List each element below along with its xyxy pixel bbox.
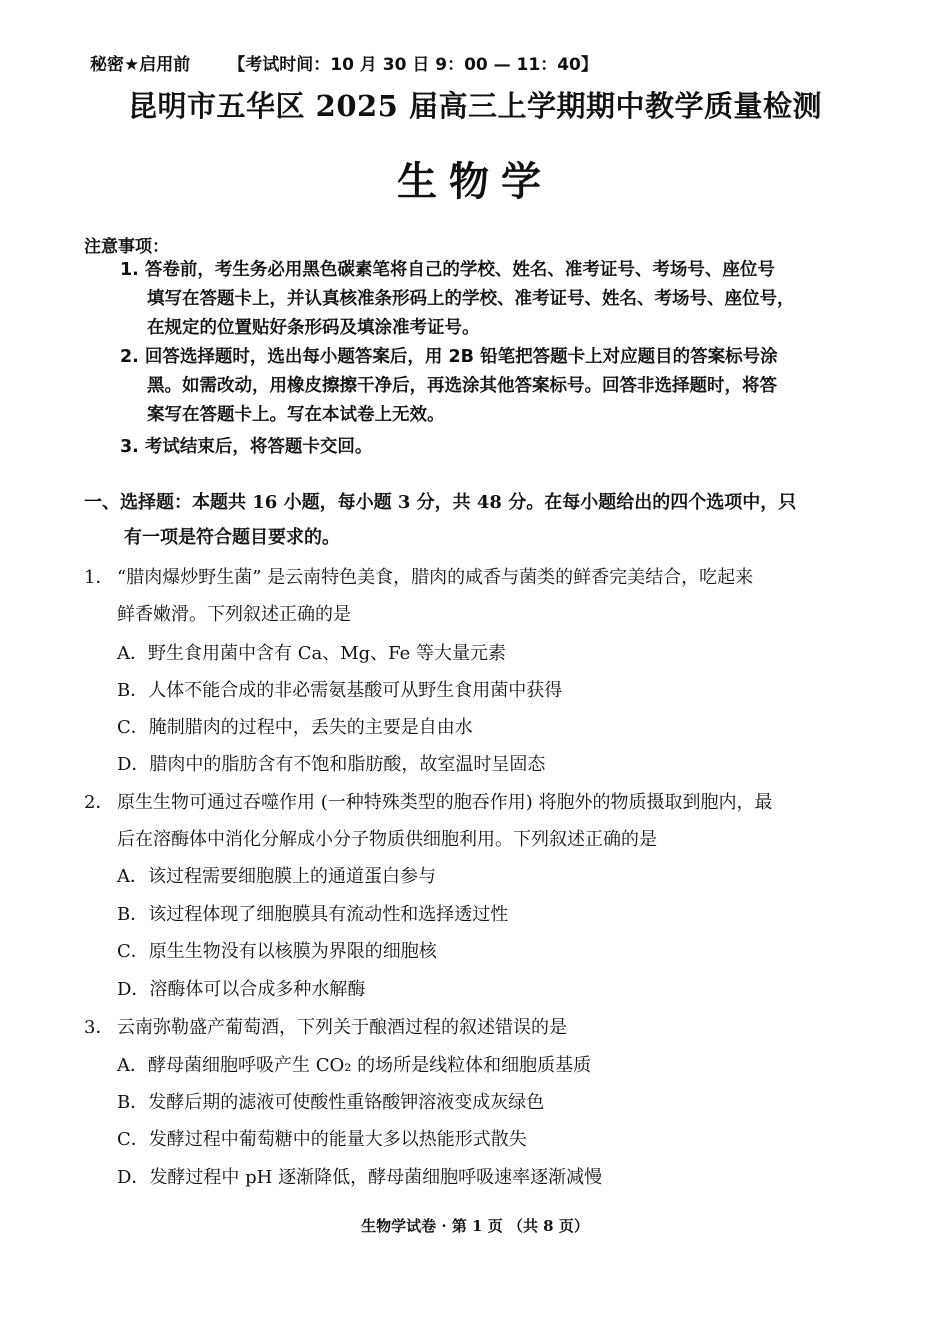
question-2-stem-line-2: 后在溶酶体中消化分解成小分子物质供细胞利用。下列叙述正确的是 (117, 829, 657, 850)
exam-header (90, 50, 598, 75)
section-heading-line-2: 有一项是符合题目要求的。 (124, 527, 340, 548)
section-heading-line-1: 一、选择题：本题共 16 小题，每小题 3 分，共 48 分。在每小题给出的四个选项中，只 (84, 492, 797, 513)
question-3-option-b: B．发酵后期的滤液可使酸性重铬酸钾溶液变成灰绿色 (117, 1092, 545, 1113)
question-2-option-b: B．该过程体现了细胞膜具有流动性和选择透过性 (117, 904, 509, 925)
notice-item-2-line-3: 案写在答题卡上。写在本试卷上无效。 (147, 405, 445, 425)
notice-item-3-line-1: 3. 考试结束后，将答题卡交回。 (120, 437, 373, 457)
question-3-stem-line-1: 云南弥勒盛产葡萄酒，下列关于酿酒过程的叙述错误的是 (117, 1017, 567, 1038)
page-footer: 生物学试卷 · 第 1 页 （共 8 页） (361, 1217, 589, 1235)
notice-item-1-line-1: 1. 答卷前，考生务必用黑色碳素笔将自己的学校、姓名、准考证号、考场号、座位号 (120, 260, 775, 280)
question-1-option-c: C．腌制腊肉的过程中，丢失的主要是自由水 (117, 717, 473, 738)
question-2-stem-line-1: 原生生物可通过吞噬作用 (一种特殊类型的胞吞作用) 将胞外的物质摄取到胞内，最 (117, 792, 773, 813)
question-3-number: 3． (84, 1017, 114, 1038)
question-1-number: 1． (84, 567, 114, 588)
subject-title: 生物学 (397, 158, 553, 205)
question-1-option-b: B．人体不能合成的非必需氨基酸可从野生食用菌中获得 (117, 680, 563, 701)
exam-time: 【考试时间：10 月 30 日 9：00 — 11：40】 (228, 55, 598, 75)
question-2-number: 2． (84, 792, 114, 813)
notice-item-2-line-1: 2. 回答选择题时，选出每小题答案后，用 2B 铅笔把答题卡上对应题目的答案标号涂 (120, 347, 778, 367)
question-1-option-d: D．腊肉中的脂肪含有不饱和脂肪酸，故室温时呈固态 (117, 754, 546, 775)
notice-item-2-line-2: 黑。如需改动，用橡皮擦擦干净后，再选涂其他答案标号。回答非选择题时，将答 (147, 376, 777, 396)
question-3-option-a: A．酵母菌细胞呼吸产生 CO₂ 的场所是线粒体和细胞质基质 (117, 1055, 592, 1076)
notice-item-1-line-2: 填写在答题卡上，并认真核准条形码上的学校、准考证号、姓名、考场号、座位号， (147, 289, 795, 309)
question-2-option-a: A．该过程需要细胞膜上的通道蛋白参与 (117, 866, 436, 887)
question-2-option-c: C．原生生物没有以核膜为界限的细胞核 (117, 941, 437, 962)
question-3-option-d: D．发酵过程中 pH 逐渐降低，酵母菌细胞呼吸速率逐渐减慢 (117, 1167, 603, 1188)
exam-title: 昆明市五华区 2025 届高三上学期期中教学质量检测 (128, 89, 822, 123)
question-1-stem-line-2: 鲜香嫩滑。下列叙述正确的是 (117, 604, 351, 625)
question-1-stem-line-1: “腊肉爆炒野生菌” 是云南特色美食，腊肉的咸香与菌类的鲜香完美结合，吃起来 (117, 567, 754, 588)
question-2-option-d: D．溶酶体可以合成多种水解酶 (117, 979, 366, 1000)
notice-heading: 注意事项： (84, 237, 169, 257)
notice-item-1-line-3: 在规定的位置贴好条形码及填涂准考证号。 (147, 318, 480, 338)
confidential-label: 秘密★启用前 (90, 55, 191, 75)
question-1-option-a: A．野生食用菌中含有 Ca、Mg、Fe 等大量元素 (117, 643, 507, 664)
question-3-option-c: C．发酵过程中葡萄糖中的能量大多以热能形式散失 (117, 1129, 527, 1150)
